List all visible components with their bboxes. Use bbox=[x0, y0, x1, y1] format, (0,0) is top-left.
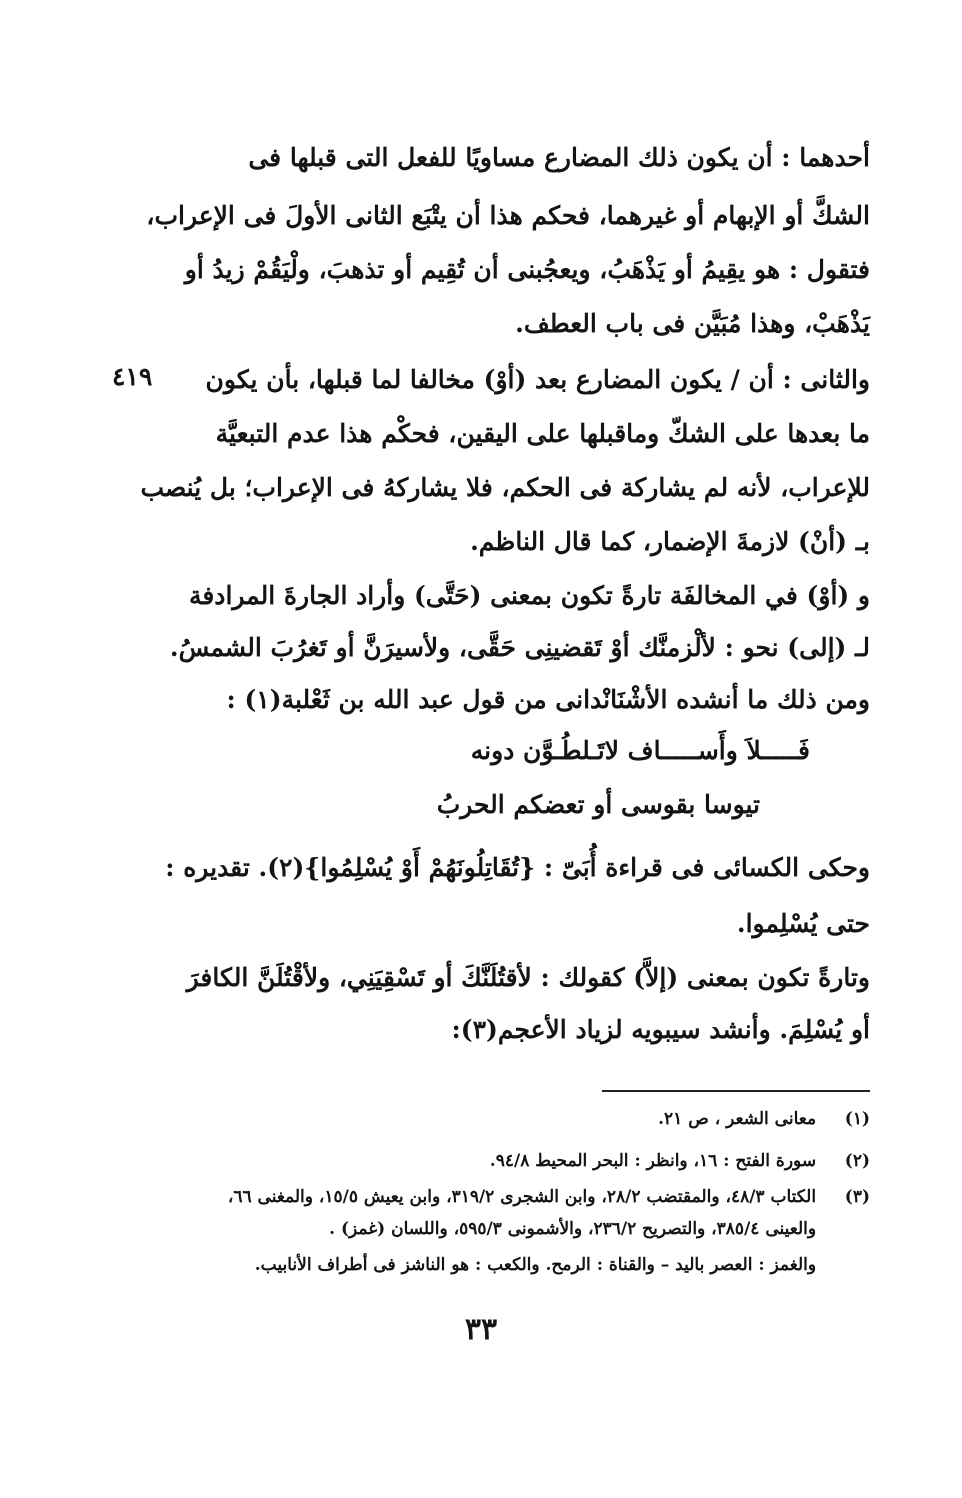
body-line: حتى يُسْلِموا. bbox=[736, 909, 870, 938]
body-line: للإعراب، لأنه لم يشاركة فى الحكم، فلا يشاركهُ فى الإعراب؛ بل يُنصب bbox=[140, 473, 870, 502]
body-line: الشكَّ أو الإبهام أو غيرهما، فحكم هذا أن يتْبَع الثانى الأولَ فى الإعراب، bbox=[146, 201, 870, 230]
footnote bbox=[128, 1182, 870, 1212]
footnote-text: الكتاب ٤٨/٣، والمقتضب ٢٨/٢، وابن الشجرى ٣١٩/٢، وابن يعيش ١٥/٥، والمغنى ٦٦، bbox=[227, 1187, 817, 1207]
body-line: و (أوْ) في المخالفَة تارةً تكون بمعنى (حَتَّى) وأراد الجارةَ المرادفة bbox=[188, 581, 870, 610]
body-line: أحدهما : أن يكون ذلك المضارع مساويًا للفعل التى قبلها فى bbox=[248, 143, 870, 172]
body-line: وتارةً تكون بمعنى (إلاَّ) كقولك : لأقتُلَنَّكَ أو تَسْقِيَنِي، ولأقْتُلَنَّ الكافرَ bbox=[186, 963, 870, 992]
footnote bbox=[128, 1104, 870, 1134]
body-line: ما بعدها على الشكّ وماقبلها على اليقين، فحكْم هذا عدم التبعيَّة bbox=[215, 419, 870, 448]
footnote-number: (٣) bbox=[844, 1187, 870, 1207]
page-number: ٣٣ bbox=[464, 1312, 498, 1347]
footnote-continuation bbox=[128, 1214, 870, 1244]
body-line: والثانى : أن / يكون المضارع بعد (أوْ) مخالفا لما قبلها، بأن يكون bbox=[205, 365, 870, 394]
verse-second-hemistich: تيوسا بقوسى أو تعضكم الحربُ bbox=[436, 790, 760, 819]
body-line: فتقول : هو يقِيمُ أو يَذْهَبُ، ويعجُبنى أن تُقِيم أو تذهبَ، ولْيَقُمْ زيدُ أو bbox=[184, 255, 870, 284]
body-line: وحكى الكسائى فى قراءة أُبَىّ : {تُقَاتِلُونَهُمْ أَوْ يُسْلِمُوا}(٢). تقديره : bbox=[165, 853, 870, 882]
body-line: أو يُسْلِمَ. وأنشد سيبويه لزياد الأعجم(٣): bbox=[451, 1015, 870, 1044]
footnote-text: سورة الفتح : ١٦، وانظر : البحر المحيط ٩٤/٨. bbox=[489, 1151, 817, 1171]
footnote-number: (٢) bbox=[844, 1151, 870, 1171]
body-line: لـ (إلى) نحو : لألْزمنَّك أوْ تَقضينِى حَقَّى، ولأسيرَنَّ أو تَغرُبَ الشمسُ. bbox=[169, 633, 870, 662]
footnote-number: (١) bbox=[844, 1109, 870, 1129]
footnote bbox=[128, 1146, 870, 1176]
footnote-text: معانى الشعر ، ص ٢١. bbox=[658, 1109, 817, 1129]
body-line: بـ (أنْ) لازمةَ الإضمار، كما قال الناظم. bbox=[470, 527, 870, 556]
footnote-text: والغمز : العصر باليد – والقناة : الرمح. والكعب : هو الناشز فى أطراف الأنابيب. bbox=[254, 1255, 817, 1275]
footnote-separator bbox=[602, 1090, 870, 1092]
body-line: يَذْهَبْ، وهذا مُبَيَّن فى باب العطف. bbox=[515, 309, 870, 338]
footnote-gloss bbox=[128, 1250, 870, 1280]
verse-first-hemistich: فَـــــلاَ وأَســـــاف لاتَـلطُـوَّن دونه bbox=[470, 736, 810, 765]
footnote-text: والعينى ٣٨٥/٤، والتصريح ٢٣٦/٢، والأشمونى ٥٩٥/٣، واللسان (غمز) . bbox=[329, 1219, 817, 1239]
body-line: ومن ذلك ما أنشده الأشْنَانْدانى من قول عبد الله بن ثَعْلبة(١) : bbox=[226, 685, 870, 714]
margin-page-reference: ٤١٩ bbox=[112, 362, 153, 391]
